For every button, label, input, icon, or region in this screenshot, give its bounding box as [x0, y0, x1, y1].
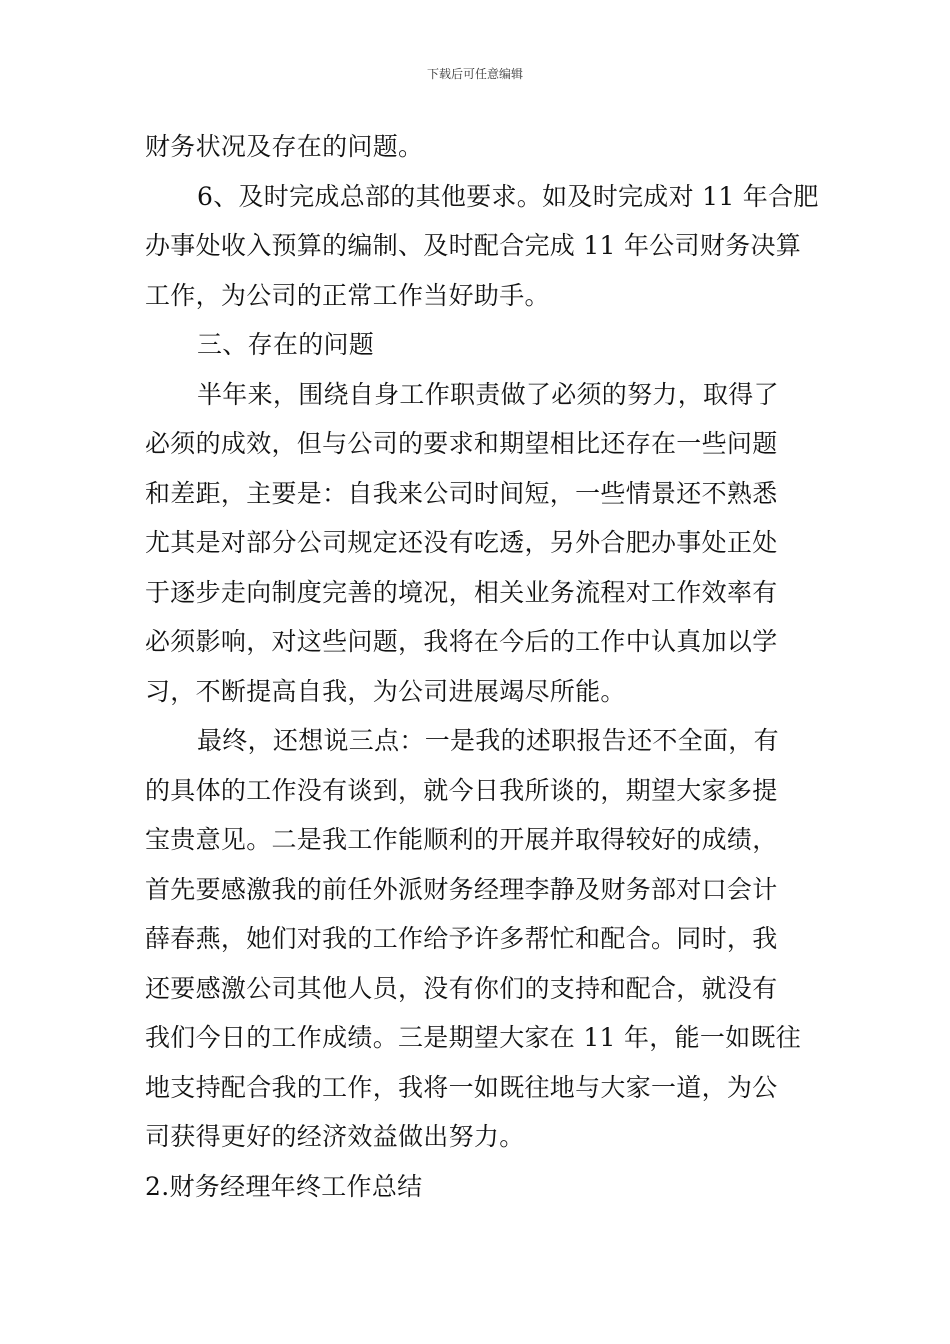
- paragraph-line: 于逐步走向制度完善的境况，相关业务流程对工作效率有: [145, 577, 778, 607]
- paragraph-line: 习，不断提高自我，为公司进展竭尽所能。: [145, 676, 626, 706]
- document-body: [145, 122, 819, 1211]
- section-title: 2.财务经理年终工作总结: [145, 1171, 423, 1201]
- paragraph-line: 必须影响，对这些问题，我将在今后的工作中认真加以学: [145, 627, 778, 656]
- paragraph-line: 必须的成效，但与公司的要求和期望相比还存在一些问题: [145, 429, 778, 458]
- paragraph-line: 办事处收入预算的编制、及时配合完成 11 年公司财务决算: [145, 231, 802, 260]
- paragraph-line: 的具体的工作没有谈到，就今日我所谈的，期望大家多提: [145, 775, 778, 805]
- paragraph-line: 工作，为公司的正常工作当好助手。: [145, 280, 550, 310]
- paragraph-line: 半年来，围绕自身工作职责做了必须的努力，取得了: [197, 379, 779, 409]
- paragraph-line: 司获得更好的经济效益做出努力。: [145, 1122, 525, 1151]
- paragraph-line: 地支持配合我的工作，我将一如既往地与大家一道，为公: [145, 1072, 778, 1102]
- paragraph-line: 6、及时完成总部的其他要求。如及时完成对 11 年合肥: [197, 181, 819, 211]
- paragraph-line: 我们今日的工作成绩。三是期望大家在 11 年，能一如既往: [145, 1023, 802, 1052]
- section-heading: 三、存在的问题: [197, 330, 375, 359]
- paragraph-line: 和差距，主要是：自我来公司时间短，一些情景还不熟悉: [145, 478, 778, 508]
- paragraph-line: 宝贵意见。二是我工作能顺利的开展并取得较好的成绩，: [145, 825, 778, 854]
- paragraph-line: 最终，还想说三点：一是我的述职报告还不全面，有: [197, 726, 779, 755]
- paragraph-line: 还要感激公司其他人员，没有你们的支持和配合，就没有: [145, 973, 778, 1003]
- paragraph-line: 财务状况及存在的问题。: [145, 132, 424, 161]
- page-header-note: 下载后可任意编辑: [426, 67, 523, 81]
- paragraph-line: 首先要感激我的前任外派财务经理李静及财务部对口会计: [145, 874, 778, 904]
- paragraph-line: 薛春燕，她们对我的工作给予许多帮忙和配合。同时，我: [145, 924, 778, 953]
- paragraph-line: 尤其是对部分公司规定还没有吃透，另外合肥办事处正处: [145, 528, 778, 557]
